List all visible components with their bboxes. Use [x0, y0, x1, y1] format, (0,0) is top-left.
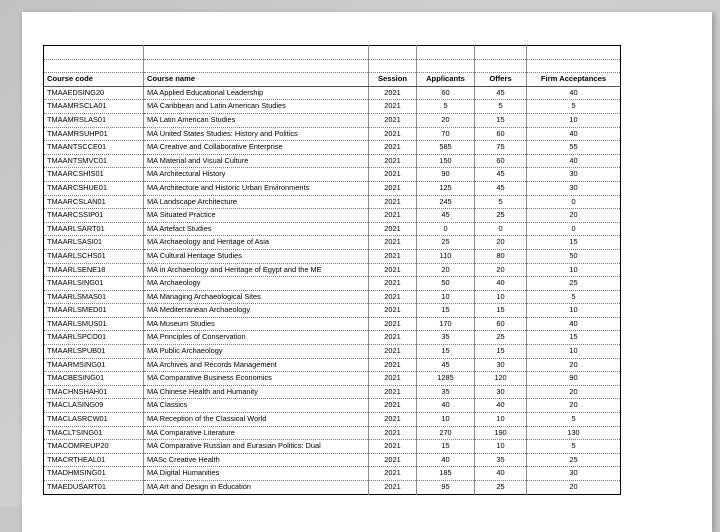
cell-offers[interactable]: 25	[475, 481, 527, 495]
cell-session[interactable]: 2021	[369, 168, 417, 182]
cell-applicants[interactable]: 15	[417, 304, 475, 318]
cell-session[interactable]: 2021	[369, 304, 417, 318]
cell-session[interactable]: 2021	[369, 440, 417, 454]
cell-course-code[interactable]: TMAARLSENE18	[44, 263, 144, 277]
empty-cell	[527, 59, 621, 73]
cell-course-code[interactable]: TMAARLSMAS01	[44, 290, 144, 304]
cell-course-name[interactable]: MA Landscape Architecture	[144, 195, 369, 209]
cell-firm-acceptances[interactable]: 40	[527, 127, 621, 141]
cell-offers[interactable]: 20	[475, 236, 527, 250]
cell-firm-acceptances[interactable]: 10	[527, 113, 621, 127]
cell-offers[interactable]: 20	[475, 263, 527, 277]
table-row	[44, 317, 621, 331]
cell-applicants[interactable]: 25	[417, 236, 475, 250]
cell-applicants[interactable]: 270	[417, 426, 475, 440]
table-header-row	[44, 73, 621, 87]
table-row	[44, 277, 621, 291]
column-header-session[interactable]: Session	[369, 73, 417, 87]
cell-firm-acceptances[interactable]: 10	[527, 263, 621, 277]
cell-applicants[interactable]: 15	[417, 440, 475, 454]
cell-offers[interactable]: 10	[475, 440, 527, 454]
cell-course-name[interactable]: MA Comparative Business Economics	[144, 372, 369, 386]
empty-cell	[527, 46, 621, 60]
cell-offers[interactable]: 40	[475, 467, 527, 481]
cell-offers[interactable]: 60	[475, 317, 527, 331]
cell-applicants[interactable]: 35	[417, 331, 475, 345]
cell-applicants[interactable]: 125	[417, 181, 475, 195]
cell-session[interactable]: 2021	[369, 426, 417, 440]
cell-course-name[interactable]: MA Managing Archaeological Sites	[144, 290, 369, 304]
column-header-applicants[interactable]: Applicants	[417, 73, 475, 87]
table-row	[44, 304, 621, 318]
cell-offers[interactable]: 120	[475, 372, 527, 386]
cell-course-name[interactable]: MA Archaeology	[144, 277, 369, 291]
empty-cell	[417, 59, 475, 73]
cell-session[interactable]: 2021	[369, 141, 417, 155]
cell-course-name[interactable]: MA Art and Design in Education	[144, 481, 369, 495]
cell-course-code[interactable]: TMACLTSING01	[44, 426, 144, 440]
cell-firm-acceptances[interactable]: 15	[527, 331, 621, 345]
cell-offers[interactable]: 25	[475, 331, 527, 345]
cell-firm-acceptances[interactable]: 25	[527, 277, 621, 291]
cell-applicants[interactable]: 20	[417, 113, 475, 127]
empty-cell	[44, 46, 144, 60]
empty-cell	[144, 59, 369, 73]
cell-applicants[interactable]: 15	[417, 345, 475, 359]
cell-course-code[interactable]: TMACRTHEAL01	[44, 453, 144, 467]
cell-applicants[interactable]: 45	[417, 209, 475, 223]
cell-offers[interactable]: 10	[475, 413, 527, 427]
cell-course-code[interactable]: TMAAEDSING20	[44, 86, 144, 100]
cell-firm-acceptances[interactable]: 40	[527, 86, 621, 100]
table-row	[44, 385, 621, 399]
cell-applicants[interactable]: 70	[417, 127, 475, 141]
empty-cell	[144, 46, 369, 60]
cell-offers[interactable]: 35	[475, 453, 527, 467]
empty-cell	[369, 59, 417, 73]
cell-course-name[interactable]: MASc Creative Health	[144, 453, 369, 467]
table-row	[44, 86, 621, 100]
cell-applicants[interactable]: 45	[417, 358, 475, 372]
cell-applicants[interactable]: 10	[417, 290, 475, 304]
cell-course-code[interactable]: TMAARLSART01	[44, 222, 144, 236]
cell-session[interactable]: 2021	[369, 209, 417, 223]
cell-offers[interactable]: 45	[475, 181, 527, 195]
empty-cell	[369, 46, 417, 60]
cell-course-name[interactable]: MA Architecture and Historic Urban Environments	[144, 181, 369, 195]
cell-firm-acceptances[interactable]: 55	[527, 141, 621, 155]
course-admissions-table	[43, 45, 621, 495]
empty-cell	[475, 46, 527, 60]
cell-firm-acceptances[interactable]: 15	[527, 236, 621, 250]
cell-firm-acceptances[interactable]: 5	[527, 413, 621, 427]
cell-course-name[interactable]: MA Archaeology and Heritage of Asia	[144, 236, 369, 250]
cell-offers[interactable]: 75	[475, 141, 527, 155]
cell-applicants[interactable]: 110	[417, 249, 475, 263]
cell-course-code[interactable]: TMAAMRSCLA01	[44, 100, 144, 114]
cell-course-code[interactable]: TMAAMRSUHP01	[44, 127, 144, 141]
cell-offers[interactable]: 15	[475, 304, 527, 318]
cell-firm-acceptances[interactable]: 30	[527, 467, 621, 481]
cell-course-code[interactable]: TMAEDUSART01	[44, 481, 144, 495]
table-row	[44, 181, 621, 195]
cell-applicants[interactable]: 150	[417, 154, 475, 168]
cell-firm-acceptances[interactable]: 5	[527, 100, 621, 114]
cell-firm-acceptances[interactable]: 10	[527, 304, 621, 318]
cell-session[interactable]: 2021	[369, 113, 417, 127]
cell-session[interactable]: 2021	[369, 277, 417, 291]
cell-firm-acceptances[interactable]: 20	[569, 482, 578, 491]
cell-course-code[interactable]: TMAARMSING01	[44, 358, 144, 372]
table-row	[44, 426, 621, 440]
cell-applicants[interactable]: 185	[417, 467, 475, 481]
cell-offers[interactable]: 190	[475, 426, 527, 440]
cell-firm-acceptances[interactable]: 20	[527, 358, 621, 372]
cell-offers[interactable]: 10	[475, 290, 527, 304]
cell-offers[interactable]: 5	[475, 100, 527, 114]
column-header-course-code[interactable]: Course code	[44, 73, 144, 87]
cell-firm-acceptances[interactable]: 30	[527, 181, 621, 195]
table-row	[44, 209, 621, 223]
cell-offers[interactable]: 60	[475, 154, 527, 168]
cell-offers[interactable]: 15	[475, 113, 527, 127]
cell-course-code[interactable]: TMAANTSMVC01	[44, 154, 144, 168]
cell-offers[interactable]: 0	[475, 222, 527, 236]
cell-course-name[interactable]: MA Comparative Literature	[144, 426, 369, 440]
cell-course-code[interactable]: TMAAMRSLAS01	[44, 113, 144, 127]
cell-course-code[interactable]: TMAARLSPUB01	[44, 345, 144, 359]
cell-offers[interactable]: 40	[475, 399, 527, 413]
cell-applicants[interactable]: 95	[417, 481, 475, 495]
empty-row	[44, 59, 621, 73]
cell-course-code[interactable]: TMAARLSASI01	[44, 236, 144, 250]
cell-offers[interactable]: 15	[475, 345, 527, 359]
cell-session[interactable]: 2021	[369, 317, 417, 331]
cell-course-code[interactable]: TMAARCSLAN01	[44, 195, 144, 209]
cell-session[interactable]: 2021	[369, 481, 417, 495]
cell-session[interactable]: 2021	[369, 331, 417, 345]
table-row	[44, 168, 621, 182]
cell-applicants[interactable]: 35	[417, 385, 475, 399]
cell-session[interactable]: 2021	[369, 372, 417, 386]
table-row	[44, 100, 621, 114]
cell-offers[interactable]: 30	[475, 358, 527, 372]
table-row	[44, 113, 621, 127]
cell-course-code[interactable]: TMADHMSING01	[44, 467, 144, 481]
column-header-offers[interactable]: Offers	[475, 73, 527, 87]
cell-course-name[interactable]: MA Principles of Conservation	[144, 331, 369, 345]
cell-session[interactable]: 2021	[369, 263, 417, 277]
cell-firm-acceptances[interactable]: 50	[527, 249, 621, 263]
table-row	[44, 154, 621, 168]
cell-firm-acceptances[interactable]: 25	[527, 453, 621, 467]
cell-course-code[interactable]: TMAARCSSIP01	[44, 209, 144, 223]
cell-offers[interactable]: 80	[475, 249, 527, 263]
cell-course-code[interactable]: TMAANTSCCE01	[44, 141, 144, 155]
cell-firm-acceptances[interactable]: 20	[527, 385, 621, 399]
cell-applicants[interactable]: 40	[417, 399, 475, 413]
cell-course-name[interactable]: MA Comparative Russian and Eurasian Politics: Dual	[144, 440, 369, 454]
cell-session[interactable]: 2021	[369, 413, 417, 427]
cell-firm-acceptances[interactable]: 40	[527, 317, 621, 331]
cell-course-code[interactable]: TMAARLSING01	[44, 277, 144, 291]
cell-applicants[interactable]: 10	[417, 413, 475, 427]
table-row	[44, 372, 621, 386]
cell-applicants[interactable]: 90	[417, 168, 475, 182]
cell-course-code[interactable]: TMAARCSHUE01	[44, 181, 144, 195]
table-row	[44, 249, 621, 263]
cell-course-name[interactable]: MA United States Studies: History and Politics	[144, 127, 369, 141]
cell-course-code[interactable]: TMACOMREUP20	[44, 440, 144, 454]
empty-cell	[417, 46, 475, 60]
table-row	[44, 195, 621, 209]
cell-course-code[interactable]: TMAARLSPCO01	[44, 331, 144, 345]
cell-course-name[interactable]: MA Reception of the Classical World	[144, 413, 369, 427]
cell-course-code[interactable]: TMACLASRCW01	[44, 413, 144, 427]
document-page	[22, 12, 712, 532]
table-row	[44, 440, 621, 454]
cell-course-code[interactable]: TMAARLSMUS01	[44, 317, 144, 331]
cell-course-name[interactable]: MA Material and Visual Culture	[144, 154, 369, 168]
cell-applicants[interactable]: 1285	[417, 372, 475, 386]
table-row	[44, 141, 621, 155]
cell-session[interactable]: 2021	[369, 467, 417, 481]
cell-offers[interactable]: 25	[475, 209, 527, 223]
table-row	[44, 290, 621, 304]
cell-course-name[interactable]: MA Artefact Studies	[144, 222, 369, 236]
table-row	[44, 467, 621, 481]
cell-course-code[interactable]: TMAARLSCHS01	[44, 249, 144, 263]
cell-course-name[interactable]: MA Architectural History	[144, 168, 369, 182]
cell-course-code[interactable]: TMAARCSHIS01	[44, 168, 144, 182]
table-row	[44, 345, 621, 359]
cell-session[interactable]: 2021	[369, 181, 417, 195]
empty-row	[44, 46, 621, 60]
cell-course-name[interactable]: MA Caribbean and Latin American Studies	[144, 100, 369, 114]
cell-firm-acceptances[interactable]: 30	[527, 168, 621, 182]
cell-session[interactable]: 2021	[369, 290, 417, 304]
empty-cell	[475, 59, 527, 73]
cell-firm-acceptances[interactable]: 90	[527, 372, 621, 386]
cell-course-code[interactable]: TMACLASING09	[44, 399, 144, 413]
cell-session[interactable]: 2021	[369, 86, 417, 100]
spreadsheet-table-container	[43, 45, 621, 495]
cell-course-name[interactable]: MA Public Archaeology	[144, 345, 369, 359]
empty-cell	[44, 59, 144, 73]
cell-offers[interactable]: 5	[475, 195, 527, 209]
cell-firm-acceptances[interactable]: 5	[527, 290, 621, 304]
cell-course-name[interactable]: MA Chinese Health and Humanity	[144, 385, 369, 399]
cell-applicants[interactable]: 60	[417, 86, 475, 100]
cell-firm-acceptances[interactable]: 20	[527, 209, 621, 223]
cell-firm-acceptances[interactable]: 5	[527, 440, 621, 454]
cell-session[interactable]: 2021	[369, 385, 417, 399]
cell-applicants[interactable]: 170	[417, 317, 475, 331]
cell-course-name[interactable]: MA Situated Practice	[144, 209, 369, 223]
column-header-firm-acceptances[interactable]: Firm Acceptances	[527, 73, 621, 87]
cell-firm-acceptances[interactable]: 10	[527, 345, 621, 359]
cell-course-code[interactable]: TMAARLSMED01	[44, 304, 144, 318]
cell-applicants[interactable]: 40	[417, 453, 475, 467]
cell-offers[interactable]: 45	[475, 168, 527, 182]
cell-firm-acceptances[interactable]: 0	[527, 222, 621, 236]
cell-course-name[interactable]: MA Applied Educational Leadership	[144, 86, 369, 100]
table-body	[44, 46, 621, 495]
cell-session[interactable]: 2021	[369, 222, 417, 236]
cell-offers[interactable]: 45	[475, 86, 527, 100]
cell-applicants[interactable]: 0	[417, 222, 475, 236]
cell-course-name[interactable]: MA Classics	[144, 399, 369, 413]
cell-course-name[interactable]: MA Mediterranean Archaeology	[144, 304, 369, 318]
cell-course-name[interactable]: MA Archives and Records Management	[144, 358, 369, 372]
cell-session[interactable]: 2021	[369, 399, 417, 413]
cell-course-name[interactable]: MA Creative and Collaborative Enterprise	[144, 141, 369, 155]
cell-applicants[interactable]: 50	[417, 277, 475, 291]
table-row	[44, 399, 621, 413]
cell-session[interactable]: 2021	[369, 453, 417, 467]
cell-firm-acceptances[interactable]: 130	[527, 426, 621, 440]
table-row	[44, 481, 621, 495]
cell-course-code[interactable]: TMACBESING01	[44, 372, 144, 386]
cell-applicants[interactable]: 5	[417, 100, 475, 114]
table-row	[44, 127, 621, 141]
cell-session[interactable]: 2021	[369, 195, 417, 209]
cell-firm-acceptances[interactable]: 20	[527, 399, 621, 413]
cell-firm-acceptances[interactable]: 0	[527, 195, 621, 209]
cell-firm-acceptances[interactable]: 40	[527, 154, 621, 168]
cell-session[interactable]: 2021	[369, 358, 417, 372]
cell-offers[interactable]: 60	[475, 127, 527, 141]
cell-session[interactable]: 2021	[369, 100, 417, 114]
cell-offers[interactable]: 30	[475, 385, 527, 399]
cell-course-name[interactable]: MA Latin American Studies	[144, 113, 369, 127]
cell-course-name[interactable]: MA Museum Studies	[144, 317, 369, 331]
table-row	[44, 263, 621, 277]
cell-session[interactable]: 2021	[369, 154, 417, 168]
column-header-course-name[interactable]: Course name	[144, 73, 369, 87]
cell-applicants[interactable]: 20	[417, 263, 475, 277]
table-row	[44, 222, 621, 236]
cell-session[interactable]: 2021	[369, 345, 417, 359]
cell-applicants[interactable]: 585	[417, 141, 475, 155]
table-row	[44, 331, 621, 345]
table-row	[44, 358, 621, 372]
table-row	[44, 236, 621, 250]
cell-applicants[interactable]: 245	[417, 195, 475, 209]
cell-course-name[interactable]: MA Digital Humanities	[144, 467, 369, 481]
table-row	[44, 453, 621, 467]
cell-session[interactable]: 2021	[369, 249, 417, 263]
cell-course-name[interactable]: MA Cultural Heritage Studies	[144, 249, 369, 263]
cell-course-code[interactable]: TMACHNSHAH01	[44, 385, 144, 399]
table-row	[44, 413, 621, 427]
cell-session[interactable]: 2021	[369, 127, 417, 141]
cell-session[interactable]: 2021	[369, 236, 417, 250]
cell-offers[interactable]: 40	[475, 277, 527, 291]
cell-course-name[interactable]: MA in Archaeology and Heritage of Egypt and the ME	[144, 263, 369, 277]
